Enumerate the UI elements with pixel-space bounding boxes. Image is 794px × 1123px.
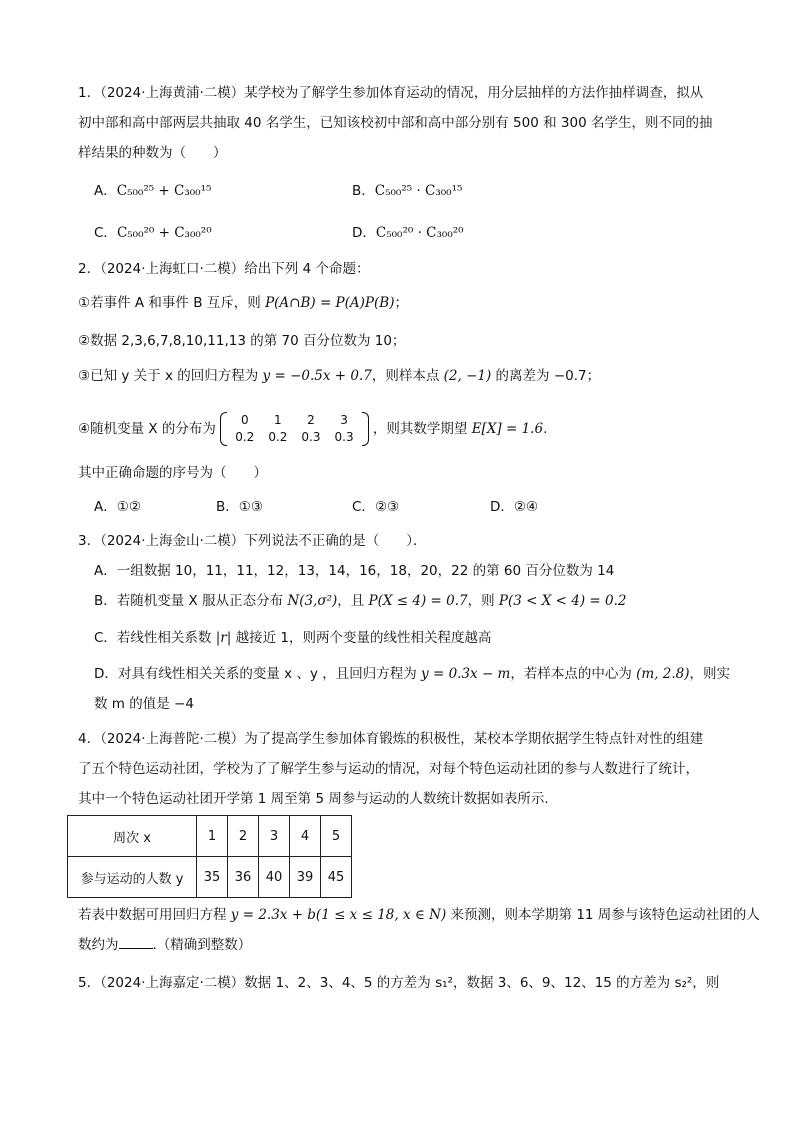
q2-stem: 2．（2024·上海虹口·二模）给出下列 4 个命题：: [78, 261, 370, 277]
q1-option-d[interactable]: [352, 222, 464, 244]
table-row: [68, 816, 352, 857]
option-label: D．: [490, 499, 514, 515]
q4-after-line1: [78, 904, 760, 926]
table-cell: 40: [259, 857, 290, 898]
row-header: 参与运动的人数 y: [68, 857, 197, 898]
q4-line2: 了五个特色运动社团，学校为了了解学生参与运动的情况，对每个特色运动社团的参与人数进行了统计，: [78, 761, 699, 777]
distribution-matrix: [220, 412, 368, 446]
option-label: B．: [352, 183, 375, 199]
q4-line3: 其中一个特色运动社团开学第 1 周至第 5 周参与运动的人数统计数据如表所示.: [78, 791, 549, 807]
option-label: A．: [94, 499, 117, 515]
q3-option-d-line2: 数 m 的值是 −4: [94, 696, 194, 712]
q1-line1: 1．（2024·上海黄浦·二模）某学校为了解学生参加体育运动的情况，用分层抽样的方法作抽样调查，拟从: [78, 85, 704, 101]
b-mid2: ，则: [467, 593, 499, 609]
after2-end: .（精确到整数）: [152, 937, 252, 953]
p3-point: (2, −1): [443, 368, 492, 384]
table-cell: 1: [197, 816, 228, 857]
table-cell: 5: [321, 816, 352, 857]
table-cell: 3: [259, 816, 290, 857]
option-expr: C₅₀₀²⁵ + C₃₀₀¹⁵: [116, 183, 212, 199]
dist-value: 3: [340, 413, 348, 427]
p3-end: 的离差为 −0.7；: [491, 368, 601, 384]
d-end: ，则实: [689, 666, 731, 682]
q2-proposition-1: [78, 292, 728, 314]
table-cell: 2: [228, 816, 259, 857]
c-end: 越接近 1，则两个变量的线性相关程度越高: [231, 630, 492, 646]
q1-line2: 初中部和高中部两层共抽取 40 名学生，已知该校初中部和高中部分别有 500 和 300 名学生，则不同的抽: [78, 115, 713, 131]
after2-start: 数约为: [78, 937, 119, 953]
table-cell: 35: [197, 857, 228, 898]
option-label: D．: [352, 225, 376, 241]
c-text: C．若线性相关系数: [94, 630, 216, 646]
b-prob1: P(X ≤ 4) = 0.7: [368, 593, 468, 609]
after-text: 若表中数据可用回归方程: [78, 907, 231, 923]
b-distribution: N(3,σ²): [287, 593, 338, 609]
d-mid: ，若样本点的中心为: [510, 666, 637, 682]
option-text: ②③: [374, 499, 400, 515]
b-prob2: P(3 < X < 4) = 0.2: [498, 593, 627, 609]
distribution-table: [228, 412, 360, 446]
p4-text: ④随机变量 X 的分布为: [78, 421, 216, 437]
q4-after-line2: [78, 934, 728, 956]
dist-prob: 0.3: [301, 430, 321, 444]
dist-prob: 0.2: [235, 430, 255, 444]
q3-stem: 3．（2024·上海金山·二模）下列说法不正确的是（ ）．: [78, 533, 427, 549]
p1-end: ；: [394, 295, 408, 311]
p3-text: ③已知 y 关于 x 的回归方程为: [78, 368, 263, 384]
dist-value: 0: [240, 413, 249, 427]
q2-proposition-4: [78, 410, 728, 448]
option-expr: C₅₀₀²⁰ · C₃₀₀²⁰: [375, 225, 464, 241]
q3-option-d[interactable]: [94, 663, 744, 685]
p4-mid: ，则其数学期望: [372, 421, 472, 437]
q1-line3: 样结果的种数为（ ）: [78, 145, 227, 161]
p1-text: ①若事件 A 和事件 B 互斥，则: [78, 295, 266, 311]
table-cell: 45: [321, 857, 352, 898]
dist-value: 1: [274, 413, 282, 427]
q2-proposition-3: [78, 365, 728, 387]
option-label: C．: [94, 225, 117, 241]
q2-proposition-2: ②数据 2,3,6,7,8,10,11,13 的第 70 百分位数为 10；: [78, 333, 406, 349]
answer-blank[interactable]: [119, 934, 153, 949]
b-mid: ，且: [337, 593, 369, 609]
q4-line1: 4．（2024·上海普陀·二模）为了提高学生参加体育锻炼的积极性，某校本学期依据学生特点针对性的组建: [78, 731, 704, 747]
d-formula: y = 0.3x − m: [421, 666, 511, 682]
option-expr: C₅₀₀²⁵ · C₃₀₀¹⁵: [374, 183, 463, 199]
table-cell: 36: [228, 857, 259, 898]
table-cell: 39: [290, 857, 321, 898]
left-paren: [220, 412, 227, 446]
b-text: B．若随机变量 X 服从正态分布: [94, 593, 288, 609]
q5-line1: 5．（2024·上海嘉定·二模）数据 1、2、3、4、5 的方差为 s₁²，数据 3、6、9、12、15 的方差为 s₂²，则: [78, 975, 720, 991]
data-table: [67, 815, 352, 898]
regression-formula: y = 2.3x + b(1 ≤ x ≤ 18, x ∈ N): [230, 907, 447, 923]
q2-question: 其中正确命题的序号为（ ）: [78, 465, 267, 481]
right-paren: [362, 412, 369, 446]
option-label: B．: [216, 499, 239, 515]
q1-option-c[interactable]: [94, 222, 212, 244]
dist-prob: 0.3: [334, 430, 354, 444]
option-label: A．: [94, 183, 117, 199]
q3-option-a[interactable]: A．一组数据 10，11，11，12，13，14，16，18，20，22 的第 60 百分位数为 14: [94, 563, 615, 579]
p3-mid: ，则样本点: [371, 368, 444, 384]
d-text: D．对具有线性相关关系的变量 x 、y ，且回归方程为: [94, 666, 422, 682]
q2-option-a[interactable]: [94, 496, 141, 518]
q2-option-d[interactable]: [490, 496, 538, 518]
p4-formula: E[X] = 1.6: [471, 421, 544, 437]
option-expr: C₅₀₀²⁰ + C₃₀₀²⁰: [116, 225, 212, 241]
dist-value: 2: [307, 413, 315, 427]
table-row: [68, 857, 352, 898]
option-text: ②④: [513, 499, 539, 515]
q2-option-c[interactable]: [352, 496, 399, 518]
dist-prob: 0.2: [268, 430, 288, 444]
q1-option-a[interactable]: [94, 180, 211, 202]
after-end: 来预测，则本学期第 11 周参与该特色运动社团的人: [446, 907, 760, 923]
p4-end: .: [543, 421, 548, 437]
q1-option-b[interactable]: [352, 180, 462, 202]
row-header: 周次 x: [68, 816, 197, 857]
c-formula: |r|: [215, 630, 232, 646]
q3-option-c[interactable]: [94, 627, 744, 649]
q2-option-b[interactable]: [216, 496, 263, 518]
q3-option-b[interactable]: [94, 590, 744, 612]
p1-formula: P(A∩B) = P(A)P(B): [265, 295, 395, 311]
option-text: ①③: [238, 499, 263, 515]
p3-formula: y = −0.5x + 0.7: [262, 368, 372, 384]
option-label: C．: [352, 499, 375, 515]
option-text: ①②: [116, 499, 141, 515]
d-point: (m, 2.8): [636, 666, 690, 682]
table-cell: 4: [290, 816, 321, 857]
